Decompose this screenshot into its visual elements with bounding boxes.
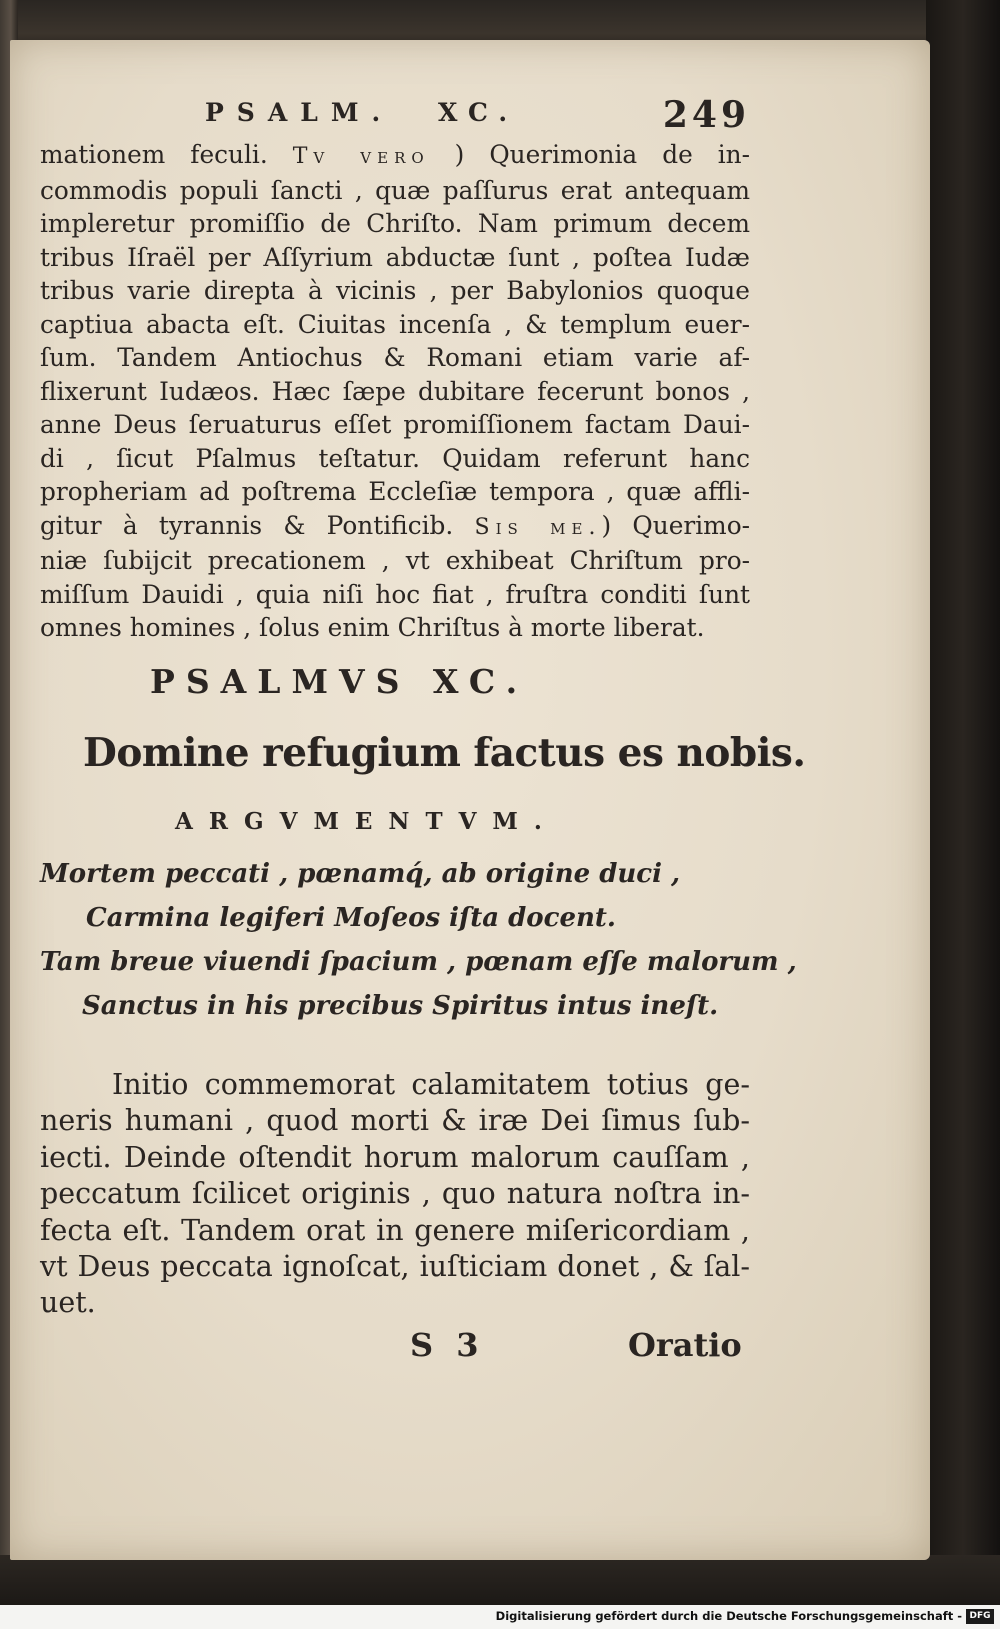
digitization-footer — [0, 1605, 1000, 1629]
signature-mark: S 3 — [410, 1326, 485, 1364]
commentary-text — [40, 138, 750, 645]
text-line: omnes homines , ſolus enim Chriſtus à morte liberat. — [40, 613, 705, 642]
text-line: ſum. Tandem Antiochus & Romani etiam varie af- — [40, 343, 750, 372]
catchword: Oratio — [628, 1326, 742, 1364]
text-line: tribus Iſraël per Aſſyrium abductæ ſunt , poſtea Iudæ — [40, 242, 750, 272]
poem-line: Mortem peccati , pœnamq́, ab origine duci , — [40, 859, 681, 889]
running-head: PSALM. — [205, 98, 394, 127]
text-line: di , ſicut Pſalmus teſtatur. Quidam referunt hanc — [40, 443, 750, 473]
text-line: peccatum ſcilicet originis , quo natura noſtra in- — [40, 1177, 750, 1211]
text-line: tribus varie direpta à vicinis , per Babylonios quoque — [40, 276, 750, 305]
poem-line: Carmina legiferi Moſeos iſta docent. — [86, 903, 616, 933]
page-number: 249 — [662, 94, 750, 136]
text-line: mationem feculi. Tv vero ) Querimonia de in- — [40, 140, 751, 169]
text-line: fecta eſt. Tandem orat in genere miſericordiam , — [40, 1213, 750, 1247]
psalm-incipit: Domine refugium factus es nobis. — [83, 730, 806, 776]
text-line: anne Deus ſeruaturus eſſet promiſſionem factam Daui- — [40, 410, 750, 439]
text-line: gitur à tyrannis & Pontificib. Sis me.) Querimo- — [40, 510, 750, 540]
text-line: commodis populi ſancti , quæ paſſurus erat antequam — [40, 175, 750, 205]
running-head-number: XC. — [438, 98, 519, 127]
psalm-title: PSALMVS XC. — [150, 662, 529, 701]
text-line: iecti. Deinde oſtendit horum malorum cauſſam , — [40, 1140, 750, 1174]
text-line: Initio commemorat calamitatem totius ge- — [112, 1068, 750, 1101]
poem-line: Tam breue viuendi ſpacium , pœnam eſſe malorum , — [40, 947, 797, 977]
text-line: captiua abacta eſt. Ciuitas incenſa , & templum euer- — [40, 309, 750, 339]
text-line: uet. — [40, 1286, 96, 1320]
argument-poem — [40, 852, 797, 1028]
text-line: niæ ſubijcit precationem , vt exhibeat Chriſtum pro- — [40, 546, 750, 575]
book-page — [10, 40, 930, 1560]
text-line: propheriam ad poſtrema Eccleſiæ tempora , quæ affli- — [40, 477, 750, 506]
text-line: flixerunt Iudæos. Hæc ſæpe dubitare fecerunt bonos , — [40, 376, 750, 406]
footer-credit: Digitalisierung gefördert durch die Deutsche Forschungsgemeinschaft - — [495, 1609, 962, 1623]
text-line: impleretur promiſſio de Chriſto. Nam primum decem — [40, 209, 750, 238]
page-header — [205, 94, 750, 144]
argument-text — [40, 1067, 750, 1322]
poem-line: Sanctus in his precibus Spiritus intus ineſt. — [82, 991, 719, 1021]
text-line: vt Deus peccata ignoſcat, iuſticiam donet , & ſal- — [40, 1250, 750, 1284]
text-line: neris humani , quod morti & iræ Dei ſimus ſub- — [40, 1104, 750, 1138]
dfg-logo-icon: DFG — [966, 1609, 994, 1624]
text-line: miſſum Dauidi , quia niſi hoc fiat , fruſtra conditi ſunt — [40, 579, 750, 609]
scan-border-right — [926, 0, 1000, 1605]
argument-title: ARGVMENTVM. — [175, 808, 558, 835]
scan-border-bottom — [0, 1555, 1000, 1605]
